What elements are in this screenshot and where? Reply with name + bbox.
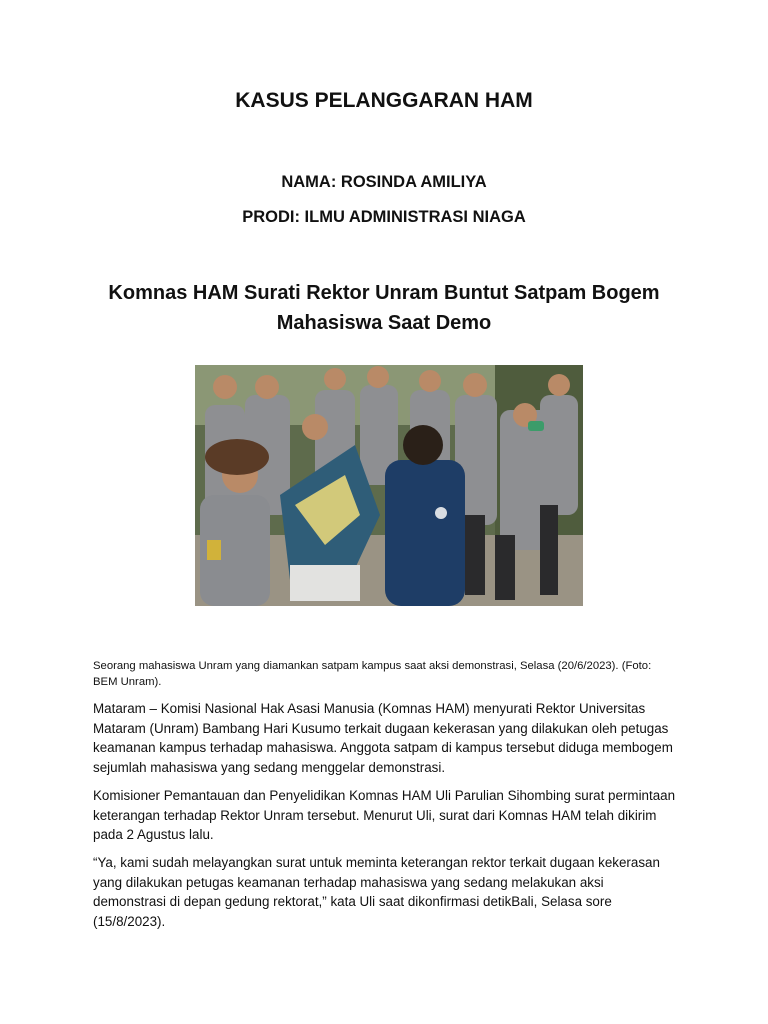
article-paragraph-2: Komisioner Pemantauan dan Penyelidikan Komnas HAM Uli Parulian Sihombing surat permintaan keterangan terhadap Rektor Unram tersebut. Menurut Uli, surat dari Komnas HAM telah dikirim pada 2 Agustus lalu. <box>93 788 676 842</box>
article-paragraph-1: Mataram – Komisi Nasional Hak Asasi Manusia (Komnas HAM) menyurati Rektor Universitas Mataram (Unram) Bambang Hari Kusumo terkait dugaan kekerasan yang dilakukan oleh petugas keamanan kampus terhadap mahasiswa. Anggota satpam di kampus tersebut diduga membogem sejumlah mahasiswa yang sedang menggelar demonstrasi. <box>93 701 673 775</box>
news-photo <box>195 365 583 606</box>
article-headline: Komnas HAM Surati Rektor Unram Buntut Satpam Bogem Mahasiswa Saat Demo <box>108 282 660 334</box>
article-paragraph-3: “Ya, kami sudah melayangkan surat untuk meminta keterangan rektor terkait dugaan kekerasan yang dilakukan petugas keamanan terhadap mahasiswa yang sedang melakukan aksi demonstrasi di depan gedung rektorat,” kata Uli saat dikonfirmasi detikBali, Selasa sore (15/8/2023). <box>93 855 660 929</box>
study-program: PRODI: ILMU ADMINISTRASI NIAGA <box>242 208 526 226</box>
student-name: NAMA: ROSINDA AMILIYA <box>281 173 487 191</box>
document-title: KASUS PELANGGARAN HAM <box>235 89 533 112</box>
photo-caption: Seorang mahasiswa Unram yang diamankan satpam kampus saat aksi demonstrasi, Selasa (20/6/2023). (Foto: BEM Unram). <box>93 660 652 688</box>
